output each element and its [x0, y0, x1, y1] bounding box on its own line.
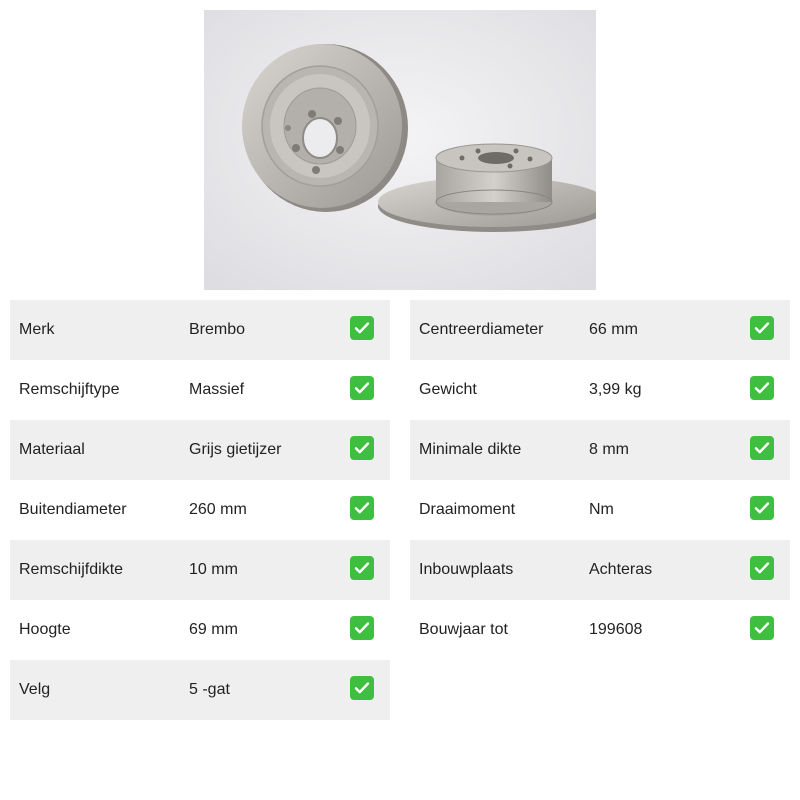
brake-disc-illustration [204, 10, 596, 290]
spec-value: 199608 [589, 621, 643, 638]
spec-table-right [410, 300, 790, 660]
spec-row-inbouwplaats [410, 540, 790, 600]
spec-label: Minimale dikte [419, 441, 522, 458]
spec-value: 8 mm [589, 441, 629, 458]
spec-value: Nm [589, 501, 614, 518]
spec-label: Buitendiameter [19, 501, 127, 518]
spec-value: Brembo [189, 321, 246, 338]
spec-value: 3,99 kg [589, 381, 642, 398]
spec-row-buitendiameter [10, 480, 390, 540]
spec-label: Merk [19, 321, 55, 338]
spec-label: Materiaal [19, 441, 85, 458]
spec-value: Achteras [589, 561, 653, 578]
spec-label: Remschijfdikte [19, 561, 124, 578]
spec-row-minimale-dikte [410, 420, 790, 480]
spec-row-remschijfdikte [10, 540, 390, 600]
spec-row-remschijftype [10, 360, 390, 420]
checkmark-icon [750, 616, 774, 640]
checkmark-icon [350, 616, 374, 640]
spec-label: Hoogte [19, 621, 71, 638]
spec-row-gewicht [410, 360, 790, 420]
checkmark-icon [750, 556, 774, 580]
spec-label: Gewicht [419, 381, 477, 398]
checkmark-icon [350, 376, 374, 400]
spec-value: 5 -gat [189, 681, 230, 698]
spec-label: Inbouwplaats [419, 561, 514, 578]
spec-value: 10 mm [189, 561, 238, 578]
checkmark-icon [350, 556, 374, 580]
spec-label: Draaimoment [419, 501, 516, 518]
checkmark-icon [350, 436, 374, 460]
checkmark-icon [750, 436, 774, 460]
spec-label: Remschijftype [19, 381, 120, 398]
checkmark-icon [750, 376, 774, 400]
spec-value: Grijs gietijzer [189, 441, 282, 458]
product-image [204, 10, 596, 290]
spec-label: Bouwjaar tot [419, 621, 508, 638]
spec-value: Massief [189, 381, 245, 398]
spec-value: 66 mm [589, 321, 638, 338]
spec-label: Velg [19, 681, 51, 698]
spec-row-centreerdiameter [410, 300, 790, 360]
spec-row-merk [10, 300, 390, 360]
spec-row-velg [10, 660, 390, 720]
spec-label: Centreerdiameter [419, 321, 544, 338]
spec-row-draaimoment [410, 480, 790, 540]
checkmark-icon [350, 496, 374, 520]
checkmark-icon [350, 676, 374, 700]
checkmark-icon [750, 316, 774, 340]
checkmark-icon [350, 316, 374, 340]
spec-row-bouwjaar-tot [410, 600, 790, 660]
spec-table-left [10, 300, 390, 720]
spec-value: 69 mm [189, 621, 238, 638]
checkmark-icon [750, 496, 774, 520]
spec-row-hoogte [10, 600, 390, 660]
spec-row-materiaal [10, 420, 390, 480]
spec-value: 260 mm [189, 501, 247, 518]
